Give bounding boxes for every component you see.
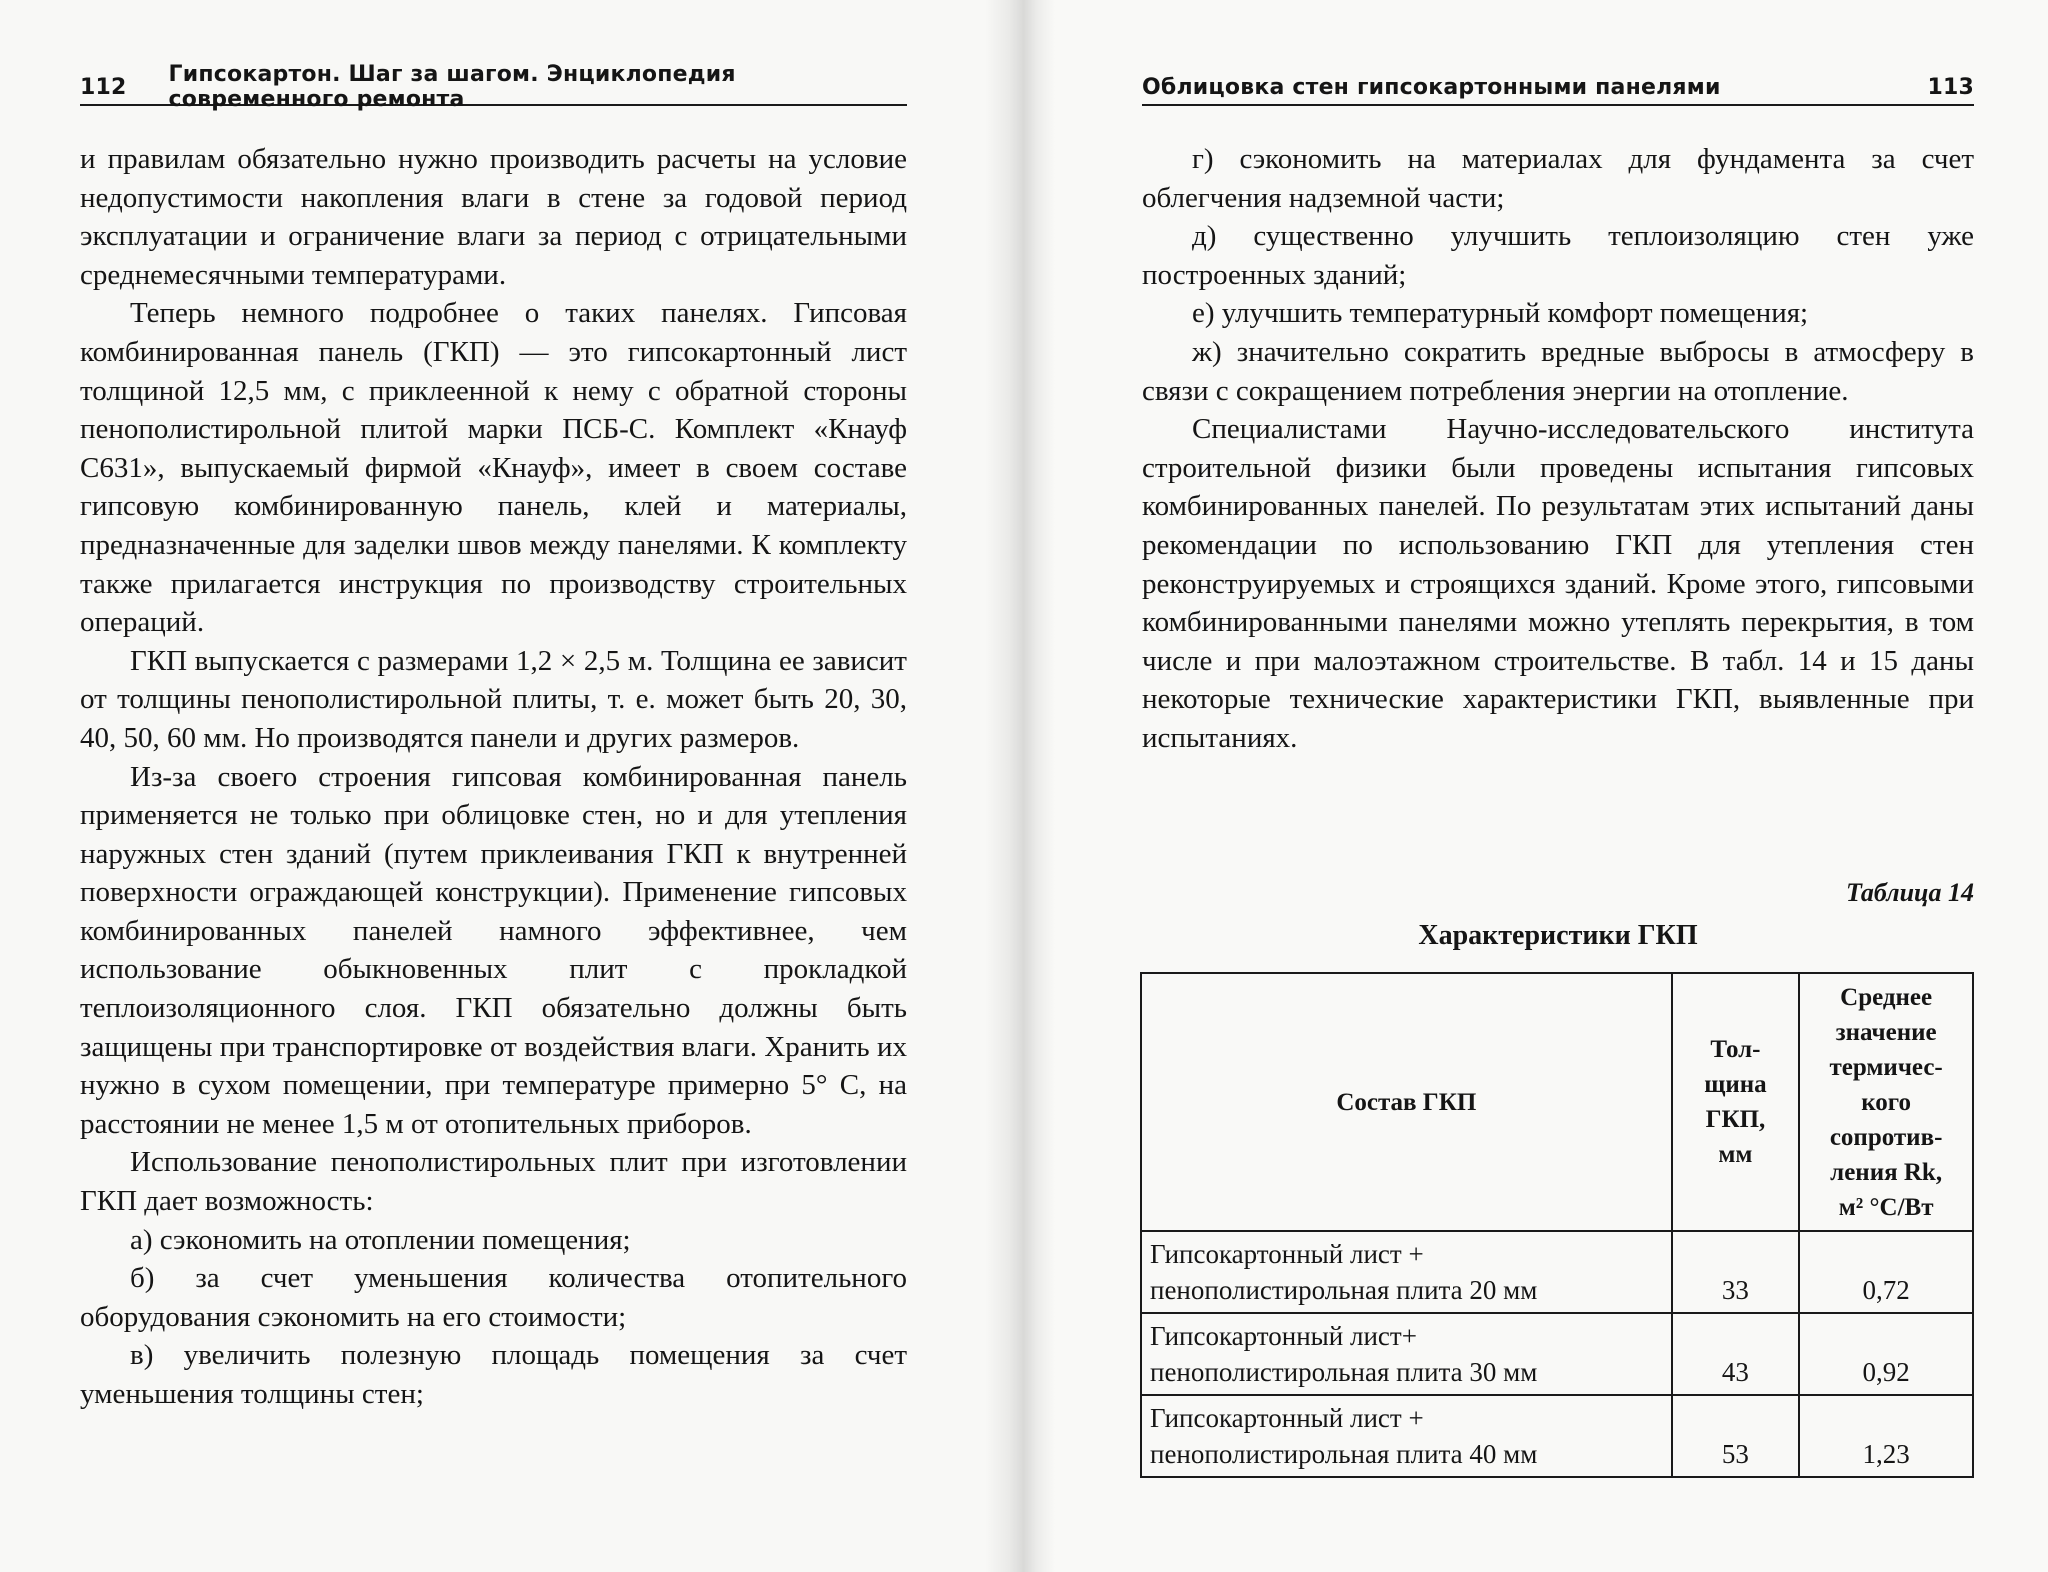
table-row: [1141, 1231, 1973, 1313]
running-header-right: [1142, 70, 1974, 106]
table-title: Характеристики ГКП: [1418, 920, 1698, 951]
list-item: ж) значительно сократить вредные выбросы в атмосферу в связи с сокращением потребления энергии на отопление.: [1142, 335, 1974, 407]
paragraph: Из-за своего строения гипсовая комбинированная панель применяется не только при облицовке стен, но и для утепления наружных стен зданий (путем приклеивания ГКП к внутренней поверхности ограждающей конструкции). Применение гипсовых комбинированных панелей намного эффективнее, чем использование обыкновенных плит с прокладкой теплоизоляционного слоя. ГКП обязательно должны быть защищены при транспортировке от воздействия влаги. Хранить их нужно в сухом помещении, при температуре примерно 5° С, на расстоянии не менее 1,5 м от отопительных приборов.: [80, 760, 907, 1140]
table-row: [1141, 1395, 1973, 1477]
body-text-right: [1142, 140, 1974, 758]
list-item: г) сэкономить на материалах для фундамента за счет облегчения надземной части;: [1142, 143, 1974, 214]
list-item: д) существенно улучшить теплоизоляцию стен уже построенных зданий;: [1142, 220, 1974, 291]
paragraph: Теперь немного подробнее о таких панелях. Гипсовая комбинированная панель (ГКП) — это гипсокартонный лист толщиной 12,5 мм, с приклеенной к нему с обратной стороны пенополистирольной плитой марки ПСБ-С. Комплект «Кнауф С631», выпускаемый фирмой «Кнауф», имеет в своем составе гипсовую комбинированную панель, клей и материалы, предназначенные для заделки швов между панелями. К комплекту также прилагается инструкция по производству строительных операций.: [80, 297, 907, 639]
paragraph: и правилам обязательно нужно производить расчеты на условие недопустимости накопления влаги в стене за годовой период эксплуатации и ограничение влаги за период с отрицательными среднемесячными температурами.: [80, 143, 907, 291]
page-number: 112: [80, 74, 127, 100]
running-title: Облицовка стен гипсокартонными панелями: [1142, 74, 1721, 100]
list-item: в) увеличить полезную площадь помещения за счет уменьшения толщины стен;: [80, 1339, 907, 1410]
paragraph: ГКП выпускается с размерами 1,2 × 2,5 м. Толщина ее зависит от толщины пенополистирольной плиты, т. е. может быть 20, 30, 40, 50, 60 мм. Но производятся панели и других размеров.: [80, 644, 907, 754]
table-row: [1141, 1313, 1973, 1395]
table-cell: 33: [1672, 1231, 1800, 1313]
running-title: Гипсокартон. Шаг за шагом. Энциклопедия современного ремонта: [168, 62, 736, 112]
table-cell: Гипсокартонный лист + пенополистирольная плита 20 мм: [1141, 1231, 1672, 1313]
body-text-left: [80, 140, 907, 1414]
paragraph: Специалистами Научно-исследовательского института строительной физики были проведены испытания гипсовых комбинированных панелей. По результатам этих испытаний даны рекомендации по использованию ГКП для утепления стен реконструируемых и строящихся зданий. Кроме этого, гипсовыми комбинированными панелями можно утеплять перекрытия, в том числе и при малоэтажном строительстве. В табл. 14 и 15 даны некоторые технические характеристики ГКП, выявленные при испытаниях.: [1142, 413, 1974, 754]
table-cell: Гипсокартонный лист+ пенополистирольная плита 30 мм: [1141, 1313, 1672, 1395]
characteristics-table: [1140, 972, 1974, 1478]
table-cell: 43: [1672, 1313, 1800, 1395]
list-item: е) улучшить температурный комфорт помещения;: [1192, 297, 1809, 330]
table-cell: 1,23: [1799, 1395, 1973, 1477]
column-header: Тол- щина ГКП, мм: [1672, 973, 1800, 1231]
left-page: [0, 0, 1015, 1572]
page-number: 113: [1927, 74, 1974, 100]
table-header-row: [1141, 973, 1973, 1231]
table-cell: 0,72: [1799, 1231, 1973, 1313]
running-header-left: [80, 62, 907, 112]
column-header: Среднее значение термичес- кого сопротив- ления Rk, м² °С/Вт: [1799, 973, 1973, 1231]
table-label: Таблица 14: [1845, 878, 1974, 907]
column-header: Состав ГКП: [1141, 973, 1672, 1231]
table-cell: 53: [1672, 1395, 1800, 1477]
list-item: а) сэкономить на отоплении помещения;: [130, 1223, 631, 1256]
right-page: [1015, 0, 2048, 1572]
table-cell: 0,92: [1799, 1313, 1973, 1395]
table-cell: Гипсокартонный лист + пенополистирольная плита 40 мм: [1141, 1395, 1672, 1477]
list-item: б) за счет уменьшения количества отопительного оборудования сэкономить на его стоимости;: [80, 1262, 907, 1333]
paragraph: Использование пенополистирольных плит при изготовлении ГКП дает возможность:: [80, 1146, 907, 1218]
